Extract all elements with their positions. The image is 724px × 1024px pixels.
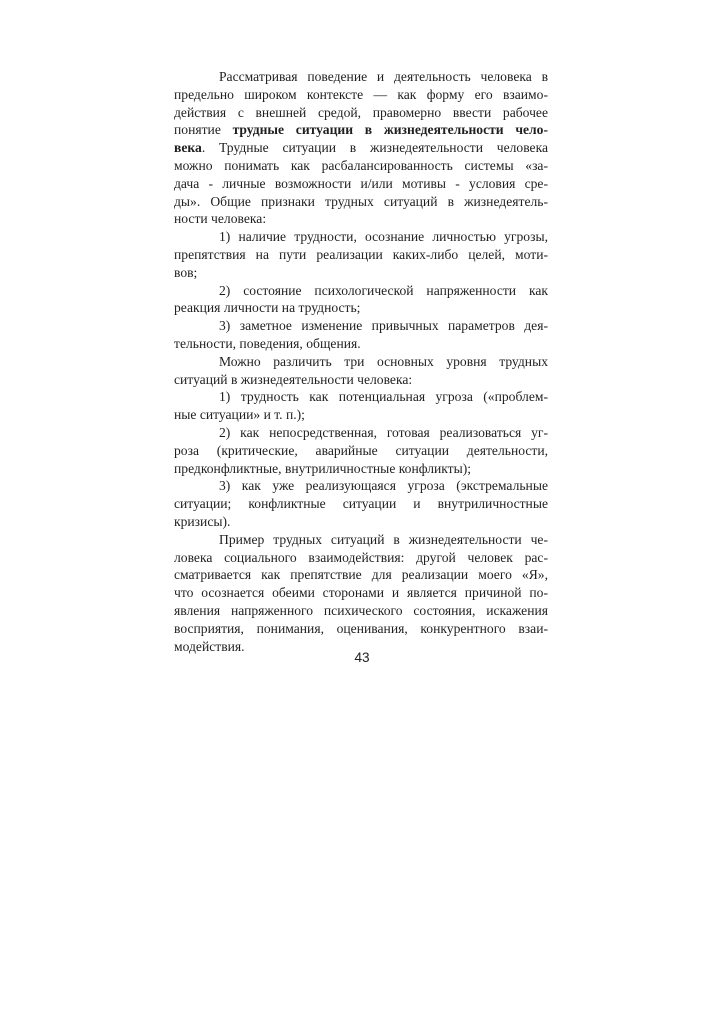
text-line: Пример трудных ситуаций в жизнедеятельности че- (219, 531, 548, 547)
paragraph (174, 228, 548, 281)
text-line: сматривается как препятствие для реализации моего «Я», (174, 567, 548, 583)
paragraph (174, 353, 548, 389)
page-number: 43 (354, 650, 370, 665)
text-line: явления напряженного психического состояния, искажения (174, 602, 548, 618)
text-line: Рассматривая поведение и деятельность человека в (219, 69, 548, 84)
text-line: ловека социального взаимодействия: другой человек рас- (174, 549, 548, 565)
text-line: реакция личности на трудность; (174, 300, 361, 316)
text-line: роза (критические, аварийные ситуации деятельности, (174, 442, 548, 458)
text-line: ды». Общие признаки трудных ситуаций в жизнедеятель- (174, 193, 548, 209)
text-line: 1) наличие трудности, осознание личностью угрозы, (219, 229, 548, 245)
paragraph (174, 317, 548, 353)
text-line: предельно широком контексте — как форму его взаимо- (174, 86, 548, 102)
body-text (174, 68, 548, 655)
text-line: ситуаций в жизнедеятельности человека: (174, 371, 413, 387)
text-line: 3) заметное изменение привычных параметров дея- (219, 318, 548, 334)
text-line: Можно различить три основных уровня трудных (219, 353, 548, 369)
paragraph (174, 68, 548, 228)
text-line: дача - личные возможности и/или мотивы - условия сре- (174, 175, 548, 191)
text-line: что осознается обеими сторонами и является причиной по- (174, 585, 548, 601)
text-line: восприятия, понимания, оценивания, конкурентного взаи- (174, 620, 548, 636)
text-run: . Трудные ситуации в жизнедеятельности человека (201, 140, 548, 156)
text-line: тельности, поведения, общения. (174, 335, 361, 351)
paragraph (174, 424, 548, 477)
text-line: препятствия на пути реализации каких-либо целей, моти- (174, 246, 548, 262)
text-line: ные ситуации» и т. п.); (174, 407, 305, 423)
text-line: ности человека: (174, 211, 267, 227)
text-run: понятие (174, 122, 233, 138)
bold-term: трудные ситуации в жизнедеятельности чело- (232, 122, 548, 138)
text-line: предконфликтные, внутриличностные конфликты); (174, 460, 472, 476)
text-line: ситуации; конфликтные ситуации и внутриличностные (174, 496, 548, 512)
text-line: кризисы). (174, 513, 231, 529)
text-line: модействия. (174, 638, 245, 654)
paragraph (174, 388, 548, 424)
paragraph (174, 531, 548, 656)
text-line (174, 121, 548, 139)
text-line: вов; (174, 264, 198, 280)
text-line: 1) трудность как потенциальная угроза («проблем- (219, 389, 548, 405)
text-line (174, 139, 548, 157)
text-line: 2) состояние психологической напряженности как (219, 282, 548, 298)
paragraph (174, 282, 548, 318)
text-line: действия с внешней средой, правомерно ввести рабочее (174, 104, 548, 120)
text-line: 3) как уже реализующаяся угроза (экстремальные (219, 478, 548, 494)
bold-term: века (174, 140, 202, 156)
paragraph (174, 477, 548, 530)
text-line: можно понимать как расбалансированность системы «за- (174, 157, 548, 173)
text-line: 2) как непосредственная, готовая реализоваться уг- (219, 424, 548, 440)
